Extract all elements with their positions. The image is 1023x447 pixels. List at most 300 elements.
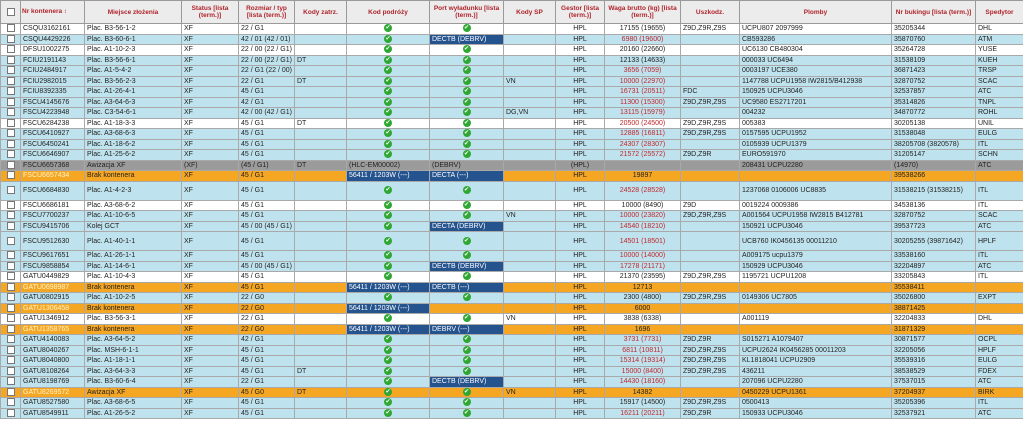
cell-usz: Z9D,Z9R,Z9S xyxy=(681,272,740,283)
table-row[interactable] xyxy=(1,160,1023,171)
table-row[interactable] xyxy=(1,282,1023,293)
table-row[interactable] xyxy=(1,76,1023,87)
check-ok-icon: ✔ xyxy=(463,130,470,137)
cell-usz: Z9D,Z9R xyxy=(681,150,740,161)
cell-cont: DFSU1002275 xyxy=(21,45,85,56)
column-header-sped[interactable] xyxy=(976,1,1023,24)
cell-cont: FSCU6284238 xyxy=(21,118,85,129)
row-checkbox[interactable] xyxy=(7,201,15,209)
cell-usz: Z9D,Z9R,Z9S xyxy=(681,24,740,35)
cell-buk: (14970) xyxy=(892,160,976,171)
row-checkbox[interactable] xyxy=(7,140,15,148)
cell-sped: ITL xyxy=(976,200,1023,211)
row-checkbox[interactable] xyxy=(7,186,15,194)
table-row[interactable] xyxy=(1,87,1023,98)
check-ok-icon: ✔ xyxy=(463,273,470,280)
check-ok-icon: ✔ xyxy=(385,399,391,406)
column-header-label: Port wyładunku [lista (term.)] xyxy=(433,5,500,19)
cell-loc: Plac. A1-10-4-3 xyxy=(85,272,182,283)
cell-kp xyxy=(347,356,430,367)
cell-status: XF xyxy=(182,408,239,419)
cell-port: DECTA (DEBRV) xyxy=(430,221,504,232)
cell-port xyxy=(430,232,504,251)
cell-waga: 14430 (18160) xyxy=(605,377,681,388)
row-checkbox[interactable] xyxy=(7,398,15,406)
cell-plomby: EURO591970 xyxy=(740,150,892,161)
cell-gestor: HPL xyxy=(556,200,605,211)
select-all-checkbox[interactable] xyxy=(7,8,15,16)
row-checkbox[interactable] xyxy=(7,129,15,137)
row-checkbox[interactable] xyxy=(7,409,15,417)
cell-size: 45 / 00 (45 / G1) xyxy=(239,261,295,272)
cell-kp xyxy=(347,129,430,140)
cell-plomby: 150933 UCPU3046 xyxy=(740,408,892,419)
cell-cont: FCIU2484917 xyxy=(21,66,85,77)
row-checkbox-cell xyxy=(1,24,21,35)
row-checkbox-cell xyxy=(1,356,21,367)
table-row[interactable] xyxy=(1,324,1023,335)
row-checkbox-cell xyxy=(1,171,21,182)
row-checkbox-cell xyxy=(1,150,21,161)
row-checkbox[interactable] xyxy=(7,87,15,95)
cell-waga: 17278 (21171) xyxy=(605,261,681,272)
cell-usz: Z9D,Z9R,Z9S xyxy=(681,398,740,409)
cell-usz xyxy=(681,139,740,150)
table-row[interactable] xyxy=(1,303,1023,314)
row-checkbox[interactable] xyxy=(7,45,15,53)
row-checkbox[interactable] xyxy=(7,293,15,301)
table-row[interactable] xyxy=(1,97,1023,108)
cell-loc: Plac. A3-68-6-5 xyxy=(85,398,182,409)
cell-loc: Plac. A3-68-6-3 xyxy=(85,129,182,140)
row-checkbox-cell xyxy=(1,232,21,251)
table-row[interactable] xyxy=(1,118,1023,129)
cell-ksp xyxy=(504,129,556,140)
cell-waga: 19897 xyxy=(605,171,681,182)
check-ok-icon: ✔ xyxy=(385,346,391,353)
table-row[interactable] xyxy=(1,181,1023,200)
table-row[interactable] xyxy=(1,200,1023,211)
cell-kz xyxy=(295,150,347,161)
cell-buk: 38205708 (3820578) xyxy=(892,139,976,150)
column-header-buk[interactable] xyxy=(892,1,976,24)
cell-kz: DT xyxy=(295,118,347,129)
column-header-status[interactable] xyxy=(182,1,239,24)
cell-usz: Z9D,Z9R,Z9S xyxy=(681,118,740,129)
cell-loc: Kolej GCT xyxy=(85,221,182,232)
check-ok-icon: ✔ xyxy=(463,98,470,105)
row-checkbox[interactable] xyxy=(7,222,15,230)
cell-buk: 32204897 xyxy=(892,261,976,272)
row-checkbox[interactable] xyxy=(7,150,15,158)
cell-waga: 21370 (23595) xyxy=(605,272,681,283)
cell-size: 45 / G1 xyxy=(239,282,295,293)
row-checkbox[interactable] xyxy=(7,262,15,270)
table-row[interactable] xyxy=(1,398,1023,409)
table-row[interactable] xyxy=(1,408,1023,419)
cell-waga: 1696 xyxy=(605,324,681,335)
table-row[interactable] xyxy=(1,108,1023,119)
cell-sped xyxy=(976,324,1023,335)
cell-loc: Plac. A1-25-6-2 xyxy=(85,150,182,161)
cell-kz xyxy=(295,261,347,272)
cell-ksp: VN xyxy=(504,211,556,222)
check-ok-icon: ✔ xyxy=(385,201,391,208)
row-checkbox[interactable] xyxy=(7,377,15,385)
cell-buk: 37537015 xyxy=(892,377,976,388)
cell-cont: CSQU3162161 xyxy=(21,24,85,35)
table-row[interactable] xyxy=(1,293,1023,304)
cell-buk: 33205843 xyxy=(892,272,976,283)
check-ok-icon: ✔ xyxy=(385,294,391,301)
cell-port: DECTA (---) xyxy=(430,171,504,182)
check-ok-icon: ✔ xyxy=(463,201,470,208)
row-checkbox[interactable] xyxy=(7,251,15,259)
cell-waga: 15000 (8400) xyxy=(605,366,681,377)
cell-usz: Z9D,Z9R,Z9S xyxy=(681,356,740,367)
cell-port xyxy=(430,55,504,66)
check-ok-icon: ✔ xyxy=(385,222,391,229)
table-row[interactable] xyxy=(1,34,1023,45)
cell-port xyxy=(430,314,504,325)
cell-kp xyxy=(347,221,430,232)
cell-loc: Plac. A3-68-6-2 xyxy=(85,200,182,211)
cell-size: 45 / G1 xyxy=(239,139,295,150)
cell-loc: Plac. A1-10-6-5 xyxy=(85,211,182,222)
row-checkbox[interactable] xyxy=(7,314,15,322)
cell-usz: FDC xyxy=(681,87,740,98)
check-ok-icon: ✔ xyxy=(463,119,470,126)
row-checkbox[interactable] xyxy=(7,119,15,127)
cell-ksp xyxy=(504,66,556,77)
cell-cont: FSCU9415706 xyxy=(21,221,85,232)
cell-waga: 14540 (18210) xyxy=(605,221,681,232)
table-row[interactable] xyxy=(1,387,1023,398)
cell-sped: HPLF xyxy=(976,232,1023,251)
cell-port xyxy=(430,66,504,77)
check-ok-icon: ✔ xyxy=(463,294,470,301)
cell-size: (45 / G1) xyxy=(239,160,295,171)
cell-waga: 13115 (15979) xyxy=(605,108,681,119)
check-ok-icon: ✔ xyxy=(463,56,470,63)
table-row[interactable] xyxy=(1,356,1023,367)
cell-plomby: 000033 UC6494 xyxy=(740,55,892,66)
cell-cont: GATU8527580 xyxy=(21,398,85,409)
cell-buk: 32205056 xyxy=(892,345,976,356)
check-ok-icon: ✔ xyxy=(463,67,470,74)
cell-waga: 21572 (25572) xyxy=(605,150,681,161)
table-row[interactable] xyxy=(1,129,1023,140)
cell-waga xyxy=(605,160,681,171)
cell-waga: 11300 (15300) xyxy=(605,97,681,108)
column-header-kp[interactable] xyxy=(347,1,430,24)
table-row[interactable] xyxy=(1,171,1023,182)
cell-size: 45 / G1 xyxy=(239,118,295,129)
table-row[interactable] xyxy=(1,261,1023,272)
cell-status: XF xyxy=(182,45,239,56)
cell-buk: 35314826 xyxy=(892,97,976,108)
row-checkbox[interactable] xyxy=(7,211,15,219)
cell-size: 45 / G1 xyxy=(239,181,295,200)
row-checkbox-cell xyxy=(1,377,21,388)
check-ok-icon: ✔ xyxy=(385,212,391,219)
table-row[interactable] xyxy=(1,251,1023,262)
cell-buk: 31871329 xyxy=(892,324,976,335)
cell-status: XF xyxy=(182,335,239,346)
cell-plomby: 0105939 UCPU1379 xyxy=(740,139,892,150)
row-checkbox[interactable] xyxy=(7,272,15,280)
cell-loc: Plac. A1-4-2-3 xyxy=(85,181,182,200)
cell-status: XF xyxy=(182,356,239,367)
table-row[interactable] xyxy=(1,366,1023,377)
cell-usz xyxy=(681,181,740,200)
check-ok-icon: ✔ xyxy=(385,388,391,395)
row-checkbox[interactable] xyxy=(7,24,15,32)
cell-usz xyxy=(681,387,740,398)
table-row[interactable] xyxy=(1,314,1023,325)
cell-usz: Z9D,Z9R xyxy=(681,408,740,419)
cell-buk: 38538529 xyxy=(892,366,976,377)
cell-kz xyxy=(295,377,347,388)
column-header-loc[interactable] xyxy=(85,1,182,24)
row-checkbox[interactable] xyxy=(7,108,15,116)
cell-status: XF xyxy=(182,200,239,211)
cell-plomby: 150921 UCPU3046 xyxy=(740,221,892,232)
row-checkbox-cell xyxy=(1,118,21,129)
check-ok-icon: ✔ xyxy=(385,336,391,343)
table-row[interactable] xyxy=(1,377,1023,388)
row-checkbox-cell xyxy=(1,345,21,356)
cell-buk: 35026800 xyxy=(892,293,976,304)
row-checkbox[interactable] xyxy=(7,283,15,291)
column-header-kz[interactable] xyxy=(295,1,347,24)
cell-kz xyxy=(295,45,347,56)
table-row[interactable] xyxy=(1,150,1023,161)
cell-buk: 34538136 xyxy=(892,200,976,211)
cell-ksp xyxy=(504,232,556,251)
table-body xyxy=(1,24,1023,419)
column-header-plomby[interactable] xyxy=(740,1,892,24)
row-checkbox[interactable] xyxy=(7,35,15,43)
check-ok-icon: ✔ xyxy=(385,130,391,137)
cell-waga: 20160 (22660) xyxy=(605,45,681,56)
cell-kp xyxy=(347,398,430,409)
cell-waga: 10000 (22970) xyxy=(605,76,681,87)
row-checkbox[interactable] xyxy=(7,56,15,64)
row-checkbox[interactable] xyxy=(7,237,15,245)
cell-sped: KUEH xyxy=(976,55,1023,66)
cell-waga: 12885 (16811) xyxy=(605,129,681,140)
cell-sped: ITL xyxy=(976,181,1023,200)
cell-size: 45 / G1 xyxy=(239,171,295,182)
row-checkbox[interactable] xyxy=(7,388,15,396)
column-header-port[interactable] xyxy=(430,1,504,24)
table-row[interactable] xyxy=(1,221,1023,232)
cell-size: 45 / G1 xyxy=(239,251,295,262)
cell-kp xyxy=(347,181,430,200)
cell-size: 22 / 00 (22 / G1) xyxy=(239,45,295,56)
cell-loc: Brak kontenera xyxy=(85,303,182,314)
row-checkbox[interactable] xyxy=(7,171,15,179)
row-checkbox-cell xyxy=(1,129,21,140)
cell-plomby: 436211 xyxy=(740,366,892,377)
table-row[interactable] xyxy=(1,272,1023,283)
cell-plomby: 1237068 0106006 UC8835 xyxy=(740,181,892,200)
row-checkbox[interactable] xyxy=(7,77,15,85)
cell-cont: GATU0449829 xyxy=(21,272,85,283)
row-checkbox-cell xyxy=(1,97,21,108)
cell-usz xyxy=(681,160,740,171)
sort-arrow-icon[interactable]: ↕ xyxy=(62,9,67,15)
row-checkbox[interactable] xyxy=(7,367,15,375)
cell-plomby xyxy=(740,171,892,182)
cell-usz xyxy=(681,303,740,314)
cell-usz xyxy=(681,221,740,232)
cell-status: XF xyxy=(182,282,239,293)
cell-loc: Brak kontenera xyxy=(85,282,182,293)
row-checkbox-cell xyxy=(1,408,21,419)
column-header-waga[interactable] xyxy=(605,1,681,24)
cell-ksp xyxy=(504,181,556,200)
row-checkbox[interactable] xyxy=(7,356,15,364)
cell-sped: DHL xyxy=(976,24,1023,35)
cell-usz xyxy=(681,282,740,293)
table-header-row xyxy=(1,1,1023,24)
cell-buk: 32537921 xyxy=(892,408,976,419)
table-row[interactable] xyxy=(1,55,1023,66)
cell-gestor: HPL xyxy=(556,76,605,87)
cell-ksp: VN xyxy=(504,314,556,325)
cell-plomby: UCPU2624 IK0456285 00011203 xyxy=(740,345,892,356)
cell-port xyxy=(430,129,504,140)
cell-usz: Z9D,Z9R,Z9S xyxy=(681,293,740,304)
check-ok-icon: ✔ xyxy=(463,357,470,364)
cell-usz: Z9D,Z9R,Z9S xyxy=(681,366,740,377)
row-checkbox[interactable] xyxy=(7,161,15,169)
cell-port xyxy=(430,118,504,129)
cell-ksp xyxy=(504,171,556,182)
cell-port xyxy=(430,335,504,346)
cell-status: XF xyxy=(182,293,239,304)
cell-loc: Plac. B3-56-1-2 xyxy=(85,24,182,35)
cell-loc: Plac. A1-26-4-1 xyxy=(85,87,182,98)
row-checkbox[interactable] xyxy=(7,66,15,74)
cell-status: XF xyxy=(182,221,239,232)
cell-kp xyxy=(347,314,430,325)
column-header-label: Status [lista (term.)] xyxy=(191,5,229,19)
cell-waga: 17155 (19655) xyxy=(605,24,681,35)
cell-loc: Plac. A1-26-1-1 xyxy=(85,251,182,262)
column-header-gestor[interactable] xyxy=(556,1,605,24)
cell-status: XF xyxy=(182,387,239,398)
cell-kz xyxy=(295,139,347,150)
cell-waga: 14382 xyxy=(605,387,681,398)
table-row[interactable] xyxy=(1,66,1023,77)
table-row[interactable] xyxy=(1,24,1023,35)
cell-sped: ITL xyxy=(976,398,1023,409)
cell-kz xyxy=(295,24,347,35)
cell-status: XF xyxy=(182,211,239,222)
cell-size: 45 / G1 xyxy=(239,356,295,367)
cell-status: XF xyxy=(182,232,239,251)
check-ok-icon: ✔ xyxy=(385,187,391,194)
cell-loc: Plac. A1-5-4-2 xyxy=(85,66,182,77)
cell-kp xyxy=(347,377,430,388)
column-header-label: Spedytor xyxy=(985,8,1014,16)
row-checkbox[interactable] xyxy=(7,304,15,312)
cell-ksp xyxy=(504,118,556,129)
cell-gestor: HPL xyxy=(556,251,605,262)
cell-kz xyxy=(295,282,347,293)
row-checkbox-cell xyxy=(1,282,21,293)
column-header-cont[interactable] xyxy=(21,1,85,24)
cell-kz xyxy=(295,97,347,108)
table-row[interactable] xyxy=(1,211,1023,222)
cell-port: DECTB (---) xyxy=(430,282,504,293)
cell-status: XF xyxy=(182,55,239,66)
cell-buk: 35205396 xyxy=(892,398,976,409)
row-checkbox[interactable] xyxy=(7,335,15,343)
row-checkbox-cell xyxy=(1,366,21,377)
cell-loc: Plac. A1-18-3-3 xyxy=(85,118,182,129)
table-row[interactable] xyxy=(1,335,1023,346)
cell-size: 45 / G1 xyxy=(239,129,295,140)
cell-cont: GATU8040267 xyxy=(21,345,85,356)
cell-gestor: HPL xyxy=(556,356,605,367)
cell-usz: Z9D,Z9R,Z9S xyxy=(681,97,740,108)
cell-waga: 24307 (28307) xyxy=(605,139,681,150)
column-header-cb[interactable] xyxy=(1,1,21,24)
cell-port xyxy=(430,272,504,283)
cell-gestor: HPL xyxy=(556,232,605,251)
column-header-label: Plomby xyxy=(803,8,828,16)
cell-plomby: 0450229 UCPU1361 xyxy=(740,387,892,398)
row-checkbox[interactable] xyxy=(7,98,15,106)
cell-plomby: 004232 xyxy=(740,108,892,119)
cell-cont: CSQU4429226 xyxy=(21,34,85,45)
check-ok-icon: ✔ xyxy=(463,367,470,374)
table-row[interactable] xyxy=(1,345,1023,356)
cell-sped: DHL xyxy=(976,314,1023,325)
row-checkbox[interactable] xyxy=(7,346,15,354)
cell-buk: 34870772 xyxy=(892,108,976,119)
cell-loc: Plac. B3-60-6-4 xyxy=(85,377,182,388)
column-header-ksp[interactable] xyxy=(504,1,556,24)
check-ok-icon: ✔ xyxy=(463,77,470,84)
check-ok-icon: ✔ xyxy=(385,119,391,126)
cell-waga: 16731 (20511) xyxy=(605,87,681,98)
row-checkbox-cell xyxy=(1,324,21,335)
row-checkbox-cell xyxy=(1,108,21,119)
table-row[interactable] xyxy=(1,232,1023,251)
column-header-usz[interactable] xyxy=(681,1,740,24)
cell-gestor: HPL xyxy=(556,55,605,66)
cell-kp xyxy=(347,97,430,108)
table-row[interactable] xyxy=(1,139,1023,150)
check-ok-icon: ✔ xyxy=(463,187,470,194)
cell-kz xyxy=(295,251,347,262)
table-row[interactable] xyxy=(1,45,1023,56)
cell-size: 22 / G0 xyxy=(239,324,295,335)
column-header-size[interactable] xyxy=(239,1,295,24)
row-checkbox[interactable] xyxy=(7,325,15,333)
cell-plomby: 207096 UCPU2280 xyxy=(740,377,892,388)
cell-loc: Awizacja XF xyxy=(85,387,182,398)
cell-plomby: 208431 UCPU2280 xyxy=(740,160,892,171)
cell-buk: 31538215 (31538215) xyxy=(892,181,976,200)
cell-size: 42 / 00 (42 / G1) xyxy=(239,108,295,119)
cell-ksp xyxy=(504,97,556,108)
